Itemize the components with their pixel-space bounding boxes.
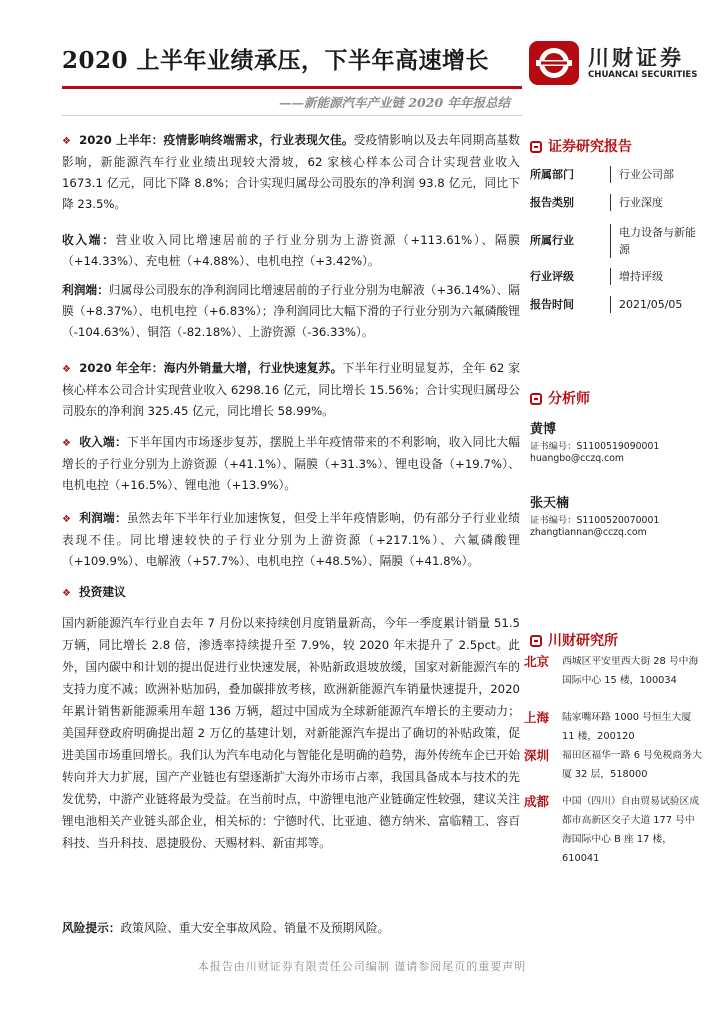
analyst-email[interactable]: huangbo@cczq.com [530,453,624,464]
diamond-bullet-icon: ❖ [62,514,72,525]
diamond-bullet-icon: ❖ [62,438,72,449]
paragraph-head: 2020 年全年：海内外销量大增，行业快速复苏。 [79,361,343,375]
section-marker-icon [530,635,542,647]
paragraph-investment-text: 国内新能源汽车行业自去年 7 月份以来持续创月度销量新高，今年一季度累计销量 51.5 万辆，同比增长 2.8 倍，渗透率持续提升至 7.9%，较 2020 年末提升了 2.5pct。此外，国内碳中和计划的提出促进行业快速发展，补贴新政退坡放缓，国家对新能源汽车的支持力度不减；欧洲补贴加码，叠加碳排放考核，欧洲新能源汽车销量快速提升，2020 年累计销售新能源乘用车超 136 万辆，超过中国成为全球新能源汽车增长的主要动力；美国拜登政府明确提出超 2 万亿的基建计划，对新能源汽车提出了确切的补贴政策，促进美国市场重回增长。我们认为汽车电动化与智能化是明确的趋势，海外传统车企已开始转向并大力扩展，国产产业链也有望逐渐扩大海外市场市占率，我国具备成本与技术的先发优势，中游产业链将最为受益。在当前时点，中游锂电池产业链确定性较强，建议关注锂电池相关产业链头部企业，相关标的：宁德时代、比亚迪、德方纳米、富临精工、容百科技、当升科技、恩捷股份、天赐材料、新宙邦等。 [62,616,520,850]
analyst-email[interactable]: zhangtiannan@cczq.com [530,527,647,538]
page-subtitle: ——新能源汽车产业链 2020 年年报总结 [279,95,510,110]
logo-name: 川财证券 [588,46,684,70]
paragraph-revenue-full [62,432,520,496]
office-address: 福田区福华一路 6 号免税商务大厦 32 层，518000 [562,750,702,780]
office-address: 陆家嘴环路 1000 号恒生大厦 11 楼，200120 [562,712,692,742]
info-value: 电力设备与新能源 [610,224,699,258]
paragraph-head: 利润端： [79,511,127,525]
report-head-label: 证券研究报告 [548,139,632,155]
paragraph-text: 下半年国内市场逐步复苏，摆脱上半年疫情带来的不利影响，收入同比大幅增长的子行业分别为上游资源（+41.1%）、隔膜（+31.3%）、锂电设备（+19.7%）、电机电控（+16.5%）、锂电池（+13.9%）。 [62,435,520,492]
subtitle-rule [62,115,522,116]
logo-mark-icon [528,40,580,86]
page-footer: 本报告由川财证券有限责任公司编制 谨请参阅尾页的重要声明 [197,960,527,973]
info-value: 2021/05/05 [610,296,699,313]
risk-head: 风险提示： [62,921,121,935]
institute-head-label: 川财研究所 [548,633,618,649]
paragraph-text: 营业收入同比增速居前的子行业分别为上游资源（+113.61%）、隔膜（+14.33%）、充电桩（+4.88%）、电机电控（+3.42%）。 [62,233,520,268]
section-marker-icon [530,141,542,153]
paragraph-h1-2020 [62,130,520,215]
section-heading: 投资建议 [78,585,126,599]
paragraph-text: 虽然去年下半年行业加速恢复，但受上半年疫情影响，仍有部分子行业业绩表现不佳。同比增速较快的子行业分别为上游资源（+217.1%）、六氟磷酸锂（+109.9%）、电解液（+57.7%）、电机电控（+48.5%）、隔膜（+41.8%）。 [62,511,520,568]
paragraph-text: 受疫情影响以及去年同期高基数影响，新能源汽车行业业绩出现较大滑坡，62 家核心样本公司合计实现营业收入 1673.1 亿元，同比下降 8.8%；合计实现归属母公司股东的净利润 93.8 亿元，同比下降 23.5%。 [62,133,520,211]
office-address: 中国（四川）自由贸易试验区成都市高新区交子大道 177 号中海国际中心 B 座 17 楼，610041 [562,796,700,864]
analyst-name: 黄博 [530,422,557,437]
office-city: 深圳 [524,748,550,763]
paragraph-profit-h1 [62,280,520,343]
info-label: 所属行业 [530,234,574,247]
paragraph-head: 收入端： [79,435,127,449]
analyst-head-label: 分析师 [548,391,590,407]
office-address: 西城区平安里西大街 28 号中海国际中心 15 楼，100034 [562,656,699,686]
paragraph-head: 收入端： [62,233,116,247]
page-title: 2020 上半年业绩承压，下半年高速增长 [62,47,490,74]
info-value: 增持评级 [610,268,699,285]
logo-en: CHUANCAI SECURITIES [588,70,698,80]
report-section-heading [530,136,632,156]
info-value: 行业深度 [610,194,699,211]
info-label: 报告时间 [530,298,574,311]
paragraph-revenue-h1 [62,230,520,272]
risk-warning [62,918,520,939]
diamond-bullet-icon: ❖ [62,136,72,147]
analyst-cert: 证书编号：S1100519090001 [530,441,660,452]
company-logo [528,40,698,88]
paragraph-profit-full [62,508,520,572]
paragraph-head: 2020 上半年：疫情影响终端需求，行业表现欠佳。 [79,133,354,147]
info-label: 行业评级 [530,270,574,283]
paragraph-full-year [62,358,520,422]
info-label: 报告类别 [530,196,574,209]
analyst-cert: 证书编号：S1100520070001 [530,515,660,526]
info-value: 行业公司部 [610,166,699,183]
risk-text: 政策风险、重大安全事故风险、销量不及预期风险。 [120,921,390,935]
title-rule [62,86,522,89]
paragraph-text: 归属母公司股东的净利润同比增速居前的子行业分别为电解液（+36.14%）、隔膜（+8.37%）、电机电控（+6.83%）；净利润同比大幅下滑的子行业分别为六氟磷酸锂（-104.63%）、铜箔（-82.18%）、上游资源（-36.33%）。 [62,283,520,339]
diamond-bullet-icon: ❖ [62,588,71,599]
office-city: 上海 [524,710,550,725]
section-marker-icon [530,393,542,405]
section-investment-advice [62,582,520,604]
analyst-section-heading [530,388,590,408]
info-label: 所属部门 [530,168,574,181]
diamond-bullet-icon: ❖ [62,364,72,375]
paragraph-head: 利润端： [62,283,109,297]
paragraph-text: 下半年行业明显复苏，全年 62 家核心样本公司合计实现营业收入 6298.16 亿元，同比增长 15.56%；合计实现归属母公司股东的净利润 325.45 亿元，同比增长 58.99%。 [62,361,520,418]
office-city: 北京 [524,654,550,669]
analyst-name: 张天楠 [530,496,570,511]
office-city: 成都 [524,794,550,809]
institute-section-heading [530,630,618,650]
